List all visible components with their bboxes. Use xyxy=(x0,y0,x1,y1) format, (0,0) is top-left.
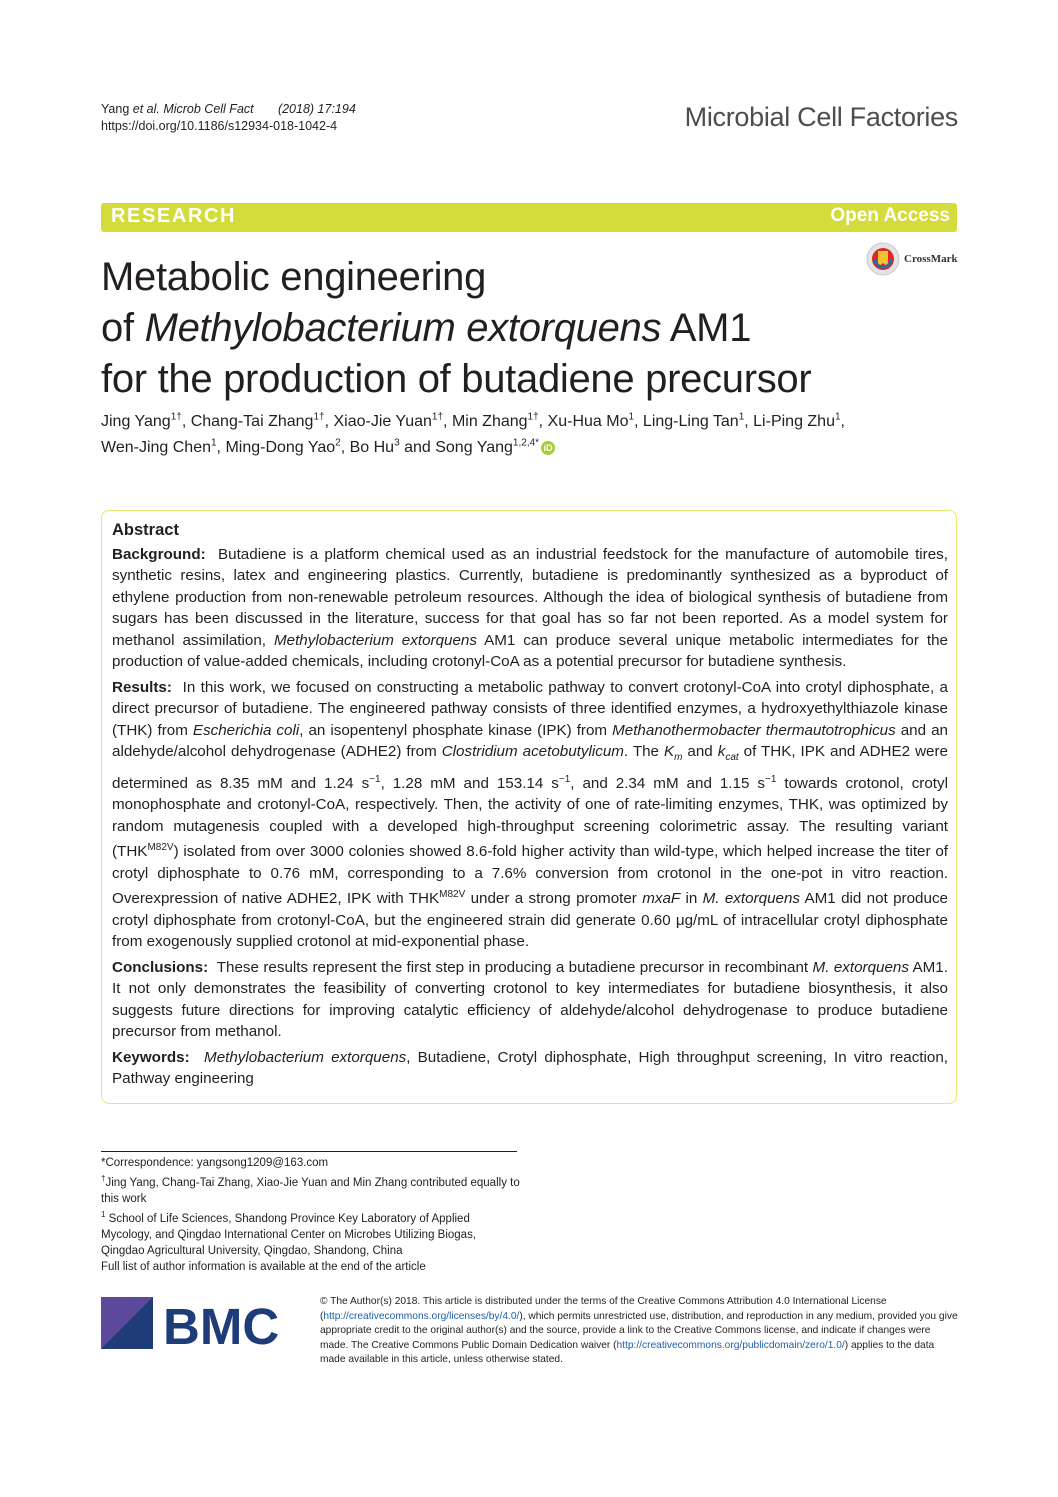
public-domain-link[interactable]: http://creativecommons.org/publicdomain/zero/1.0/ xyxy=(616,1339,845,1351)
citation-authors: Yang xyxy=(101,102,133,116)
abstract xyxy=(112,520,948,1094)
author[interactable]: Li‑Ping Zhu$^1$ xyxy=(753,411,841,430)
author[interactable]: Min Zhang$^{1\dagger}$ xyxy=(451,411,539,430)
license-link[interactable]: http://creativecommons.org/licenses/by/4.0/ xyxy=(323,1310,520,1322)
doi-link[interactable]: https://doi.org/10.1186/s12934-018-1042-4 xyxy=(101,119,338,133)
citation-year: (2018) 17:194 xyxy=(277,102,356,116)
bmc-logo xyxy=(101,1297,301,1357)
footnote-divider xyxy=(101,1151,517,1152)
title-line-1: Metabolic engineering xyxy=(101,255,487,299)
license-text: © The Author(s) 2018. This article is distributed under the terms of the Creative Commons Attribution 4.0 International License (http://creativecommons.org/licenses/by/4.0/), which permits unrestricted use, distribution, and reproduction in any medium, provided you give appropriate credit to the original author(s) and the source, provide a link to the Creative Commons license, and indicate if changes were made. The Creative Commons Public Domain Dedication waiver (http://creativecommons.org/publicdomain/zero/1.0/) applies to the data made available in this article, unless otherwise stated. xyxy=(320,1296,958,1365)
author[interactable]: Jing Yang$^{1\dagger}$ xyxy=(101,411,182,430)
title-prefix: of xyxy=(101,306,145,350)
author[interactable]: Ling‑Ling Tan$^1$ xyxy=(642,411,745,430)
open-access-label: Open Access xyxy=(830,205,950,226)
author-list: Jing Yang$^{1\dagger}$, Chang‑Tai Zhang$^{1\dagger}$, Xiao‑Jie Yuan$^{1\dagger}$, Min Zhang$^{1\dagger}$, Xu‑Hua Mo$^1$, Ling‑Ling Tan$^1$, Li‑Ping Zhu$^1$, Wen‑Jing Chen$^1$, Ming‑Dong Yao$^2$, Bo Hu$^3$ and Song Yang$^{1,2,4*}$ iD xyxy=(101,411,845,456)
citation-journal: et al. Microb Cell Fact xyxy=(132,102,254,116)
author-info-note: Full list of author information is available at the end of the article xyxy=(101,1260,426,1273)
title-suffix: AM1 xyxy=(661,306,752,350)
journal-name: Microbial Cell Factories xyxy=(684,102,958,132)
author[interactable]: Wen‑Jing Chen$^1$ xyxy=(101,437,217,456)
article-type-label: RESEARCH xyxy=(111,205,237,227)
author[interactable]: Xu‑Hua Mo$^1$ xyxy=(547,411,635,430)
abstract-results: Results: In this work, we focused on constructing a metabolic pathway to convert crotonyl-CoA into crotyl diphosphate, a direct precursor of butadiene. The engineered pathway consists of three identified enzymes, a hydroxyethylthiazole kinase (THK) from Escherichia coli, an isopentenyl phosphate kinase (IPK) from Methanothermobacter thermautotrophicus and an aldehyde/alcohol dehydrogenase (ADHE2) from Clostridium acetobutylicum. The $K_m$ and $k_{cat}$ of THK, IPK and ADHE2 were determined as 8.35 mM and 1.24 $s^{-1}$, 1.28 mM and 153.14 $s^{-1}$, and 2.34 mM and 1.15 $s^{-1}$ towards crotonol, crotyl monophosphate and crotonyl-CoA, respectively. Then, the activity of one of rate-limiting enzymes, THK, was optimized by random mutagenesis coupled with a developed high-throughput screening colorimetric assay. The resulting variant $(THK^{M82V})$ isolated from over 3000 colonies showed 8.6-fold higher activity than wild-type, which helped increase the titer of crotyl diphosphate to 0.76 mM, corresponding to a 7.6% conversion from crotonol in the one-pot in vitro reaction. Overexpression of native ADHE2, IPK with $THK^{M82V}$ under a strong promoter mxaF in M. extorquens AM1 did not produce crotyl diphosphate from crotonyl-CoA, but the engineered strain did generate 0.60 μg/mL of intracellular crotyl diphosphate from exogenously supplied crotonol at mid-exponential phase. xyxy=(112,678,948,951)
crossmark-badge[interactable] xyxy=(866,242,958,276)
author[interactable]: Bo Hu$^3$ xyxy=(349,437,400,456)
affiliation: $^1$ School of Life Sciences, Shandong Province Key Laboratory of Applied Mycology, and Qingdao International Center on Microbes Utilizing Biogas, Qingdao Agricultural University, Qingdao, Shandong, China xyxy=(101,1209,477,1257)
crossmark-icon xyxy=(866,242,900,276)
abstract-keywords: Keywords: Methylobacterium extorquens, Butadiene, Crotyl diphosphate, High throughput screening, In vitro reaction, Pathway engineering xyxy=(112,1048,948,1088)
author[interactable]: Song Yang$^{1,2,4*}$ xyxy=(435,437,540,456)
author[interactable]: Xiao‑Jie Yuan$^{1\dagger}$ xyxy=(333,411,444,430)
title-line-3: for the production of butadiene precursor xyxy=(101,357,812,401)
author[interactable]: Chang‑Tai Zhang$^{1\dagger}$ xyxy=(190,411,325,430)
title-line-2 xyxy=(101,303,861,354)
abstract-background: Background: Butadiene is a platform chemical used as an industrial feedstock for the manufacture of automobile tires, synthetic resins, latex and engineering plastics. Currently, butadiene is predominantly synthesized as a byproduct of ethylene production from non-renewable petroleum resources. Although the idea of biological synthesis of butadiene from sugars has been discussed in the literature, success for that goal has so far not been reported. As a model system for methanol assimilation, Methylobacterium extorquens AM1 can produce several unique metabolic intermediates for the production of value-added chemicals, including crotonyl-CoA as a potential precursor for butadiene synthesis. xyxy=(112,545,949,670)
abstract-heading: Abstract xyxy=(112,521,179,539)
citation-block xyxy=(101,101,356,135)
correspondence: *Correspondence: yangsong1209@163.com xyxy=(101,1157,329,1169)
author[interactable]: Ming‑Dong Yao$^2$ xyxy=(225,437,341,456)
equal-contribution: †Jing Yang, Chang‑Tai Zhang, Xiao‑Jie Yuan and Min Zhang contributed equally to this work xyxy=(101,1174,520,1205)
footnotes xyxy=(101,1155,521,1275)
abstract-conclusions: Conclusions: These results represent the first step in producing a butadiene precursor in recombinant M. extorquens AM1. It not only demonstrates the feasibility of converting crotonol to key intermediates for butadiene biosynthesis, it also suggests future directions for improving catalytic efficiency of aldehyde/alcohol dehydrogenase to produce butadiene precursor from methanol. xyxy=(112,958,948,1041)
orcid-icon[interactable]: iD xyxy=(541,441,555,455)
article-title xyxy=(101,252,861,405)
crossmark-label: CrossMark xyxy=(904,253,958,265)
title-organism: Methylobacterium extorquens xyxy=(144,306,662,350)
bmc-logo-text: BMC xyxy=(163,1298,280,1355)
citation-line xyxy=(101,101,356,118)
